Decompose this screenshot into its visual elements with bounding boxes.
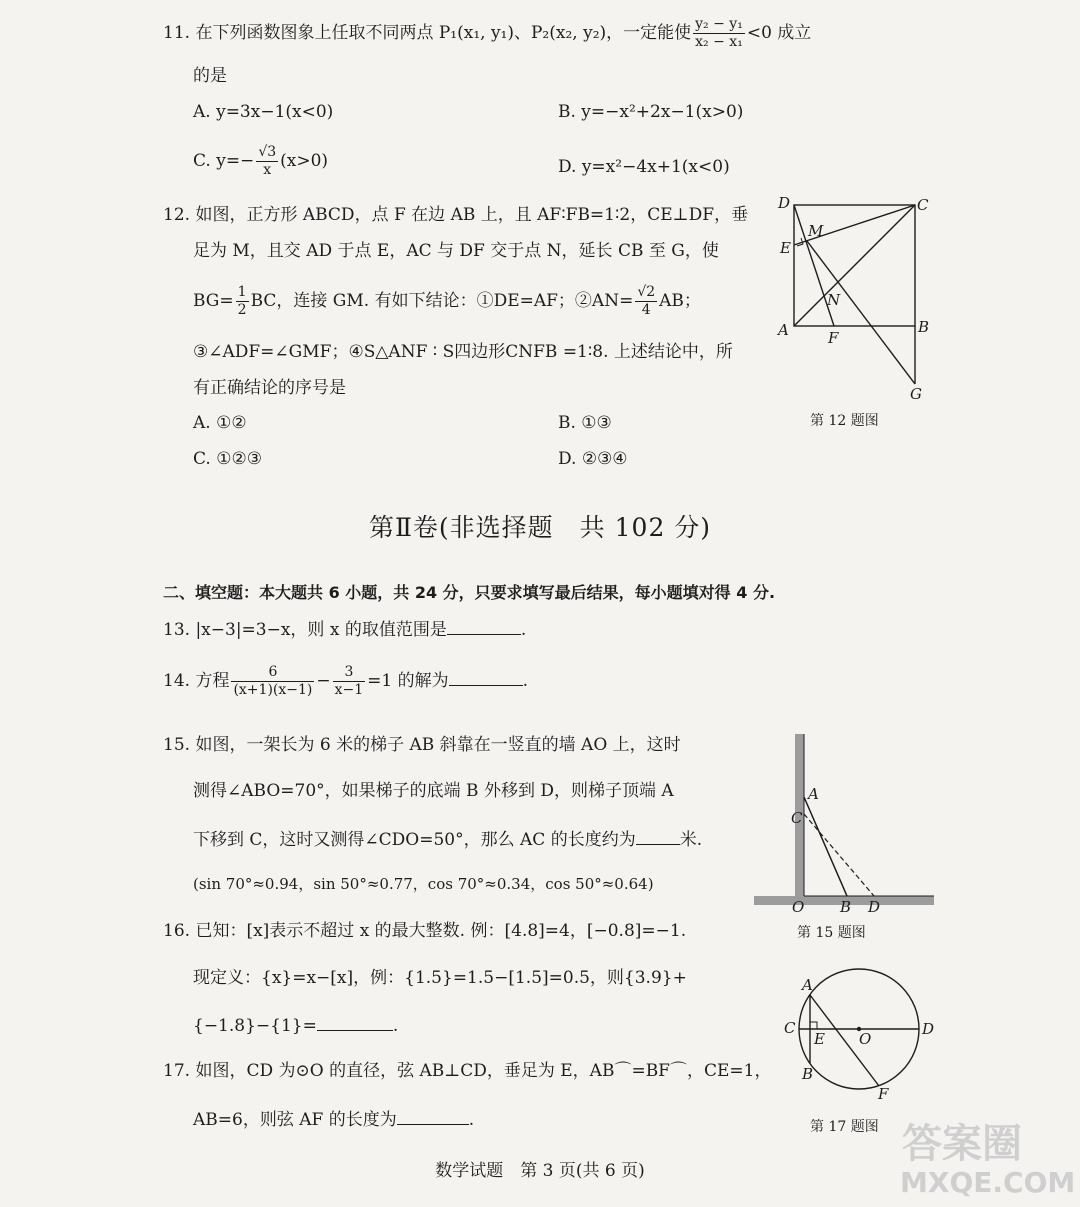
q14-pre: 14. 方程 <box>163 671 230 691</box>
q17-line2-text: AB=6，则弦 AF 的长度为 <box>193 1110 397 1130</box>
q16-line3 <box>193 1012 398 1038</box>
q11-option-b: B. y=−x²+2x−1(x>0) <box>558 102 744 122</box>
q11-stem-post: <0 成立 <box>746 23 812 43</box>
q16-answer-blank[interactable] <box>317 1012 393 1031</box>
q15-line3-end: 米. <box>679 830 703 850</box>
q12-option-d: D. ②③④ <box>558 449 628 469</box>
q14-minus: − <box>316 671 331 691</box>
q13-end: . <box>520 620 527 640</box>
q12-line2: 足为 M，且交 AD 于点 E，AC 与 DF 交于点 N，延长 CB 至 G，使 <box>193 241 719 261</box>
q11-option-d: D. y=x²−4x+1(x<0) <box>558 157 730 177</box>
segment-mg <box>807 241 915 384</box>
q12-figure <box>770 192 940 407</box>
q14-answer-blank[interactable] <box>449 667 523 686</box>
q12-line4: ③∠ADF=∠GMF；④S△ANF ∶ S四边形CNFB =1∶8. 上述结论中，所 <box>193 342 733 362</box>
q13-answer-blank[interactable] <box>447 616 521 635</box>
q17-line2 <box>193 1106 474 1132</box>
q12-line5: 有正确结论的序号是 <box>193 378 346 398</box>
q12-root2-num: √2 <box>637 284 656 300</box>
q12-line3 <box>193 284 701 319</box>
q17-line1: 17. 如图，CD 为⊙O 的直径，弦 AB⊥CD，垂足为 E，AB⌒=BF⌒，CE=1， <box>163 1061 772 1081</box>
q11-option-c-post: (x>0) <box>280 151 329 171</box>
q16-end: . <box>392 1016 399 1036</box>
watermark-logo: 答案圈 <box>902 1121 1022 1167</box>
q12-figure-caption: 第 12 题图 <box>810 413 879 429</box>
q14-fraction-2 <box>333 664 366 699</box>
label-o: O <box>792 898 805 914</box>
q12-option-a: A. ①② <box>193 413 247 433</box>
q15-figure-caption: 第 15 题图 <box>797 925 866 941</box>
q14-fraction-1 <box>231 664 314 699</box>
q14-frac2-num: 3 <box>333 664 366 682</box>
q12-half-num: 1 <box>237 284 247 300</box>
page-footer: 数学试题 第 3 页(共 6 页) <box>435 1161 645 1181</box>
q11-option-c-fraction <box>256 144 278 179</box>
label-f: F <box>828 329 839 347</box>
ladder-cd <box>804 814 874 896</box>
q12-line3-pre: BG= <box>193 291 234 311</box>
q12-fraction-half <box>236 284 249 319</box>
watermark-url: MXQE.COM <box>900 1166 1076 1199</box>
q11-frac-den: x₂ − x₁ <box>695 34 743 50</box>
q11-frac-num: y₂ − y₁ <box>695 16 743 32</box>
q15-line3-text: 下移到 C，这时又测得∠CDO=50°，那么 AC 的长度约为 <box>193 830 636 850</box>
q16-line1: 16. 已知：[x]表示不超过 x 的最大整数. 例：[4.8]=4，[−0.8]=−1. <box>163 921 687 941</box>
q12-line3-post: AB； <box>659 291 701 311</box>
q13 <box>163 616 526 642</box>
label-c: C <box>917 196 929 214</box>
q17-end: . <box>468 1110 475 1130</box>
right-angle-mark <box>810 1022 817 1029</box>
ladder-ab <box>804 797 847 896</box>
label-d: D <box>778 194 791 212</box>
q14-end: . <box>522 671 529 691</box>
q11-option-c <box>193 144 328 179</box>
q11-stem-line2: 的是 <box>193 66 227 86</box>
label-b: B <box>802 1065 814 1083</box>
q12-root2-den: 4 <box>641 302 651 318</box>
label-c: C <box>784 1019 796 1037</box>
q12-option-b: B. ①③ <box>558 413 612 433</box>
q11-option-c-pre: C. y=− <box>193 151 255 171</box>
label-a: A <box>778 321 789 339</box>
q13-text: 13. |x−3|=3−x，则 x 的取值范围是 <box>163 620 447 640</box>
q15-figure <box>752 732 937 914</box>
label-d: D <box>868 898 881 914</box>
section-title: 第Ⅱ卷(非选择题 共 102 分) <box>368 513 712 542</box>
q17-answer-blank[interactable] <box>397 1106 469 1125</box>
q14-post: =1 的解为 <box>367 671 449 691</box>
q15-line2: 测得∠ABO=70°，如果梯子的底端 B 外移到 D，则梯子顶端 A <box>193 781 674 801</box>
q11-fraction <box>693 16 745 51</box>
label-e: E <box>814 1030 825 1048</box>
q11-option-c-num: √3 <box>258 144 277 160</box>
right-angle-mark <box>797 238 803 246</box>
label-b: B <box>840 898 852 914</box>
q11-option-c-den: x <box>263 162 272 178</box>
q12-half-den: 2 <box>237 302 247 318</box>
q14 <box>163 664 528 699</box>
label-b: B <box>918 318 930 336</box>
label-o: O <box>859 1030 872 1048</box>
q17-figure-caption: 第 17 题图 <box>810 1119 879 1135</box>
label-n: N <box>827 291 841 309</box>
q15-line4: (sin 70°≈0.94，sin 50°≈0.77，cos 70°≈0.34，cos 50°≈0.64) <box>193 875 654 893</box>
q14-frac1-den: (x+1)(x−1) <box>233 682 313 698</box>
q15-line1: 15. 如图，一架长为 6 米的梯子 AB 斜靠在一竖直的墙 AO 上，这时 <box>163 735 681 755</box>
label-e: E <box>780 239 791 257</box>
label-g: G <box>910 385 922 403</box>
section2-header: 二、填空题：本大题共 6 小题，共 24 分，只要求填写最后结果，每小题填对得 4 分. <box>163 583 776 602</box>
q11-stem <box>163 16 811 51</box>
q16-line2: 现定义：{x}=x−[x]，例：{1.5}=1.5−[1.5]=0.5，则{3.9}+ <box>193 968 687 988</box>
q12-fraction-root2 <box>635 284 657 319</box>
label-f: F <box>878 1085 889 1103</box>
label-a: A <box>808 785 819 803</box>
q14-frac2-den: x−1 <box>334 682 364 698</box>
label-a: A <box>802 976 813 994</box>
label-d: D <box>922 1020 935 1038</box>
label-c: C <box>791 809 803 827</box>
q15-line3 <box>193 826 702 852</box>
q14-frac1-num: 6 <box>231 664 314 682</box>
q12-line3-mid: BC，连接 GM. 有如下结论：①DE=AF；②AN= <box>250 291 634 311</box>
label-m: M <box>808 222 824 240</box>
q17-figure <box>778 962 946 1110</box>
q16-line3-text: {−1.8}−{1}= <box>193 1016 317 1036</box>
q11-stem-pre: 11. 在下列函数图象上任取不同两点 P₁(x₁, y₁)、P₂(x₂, y₂)，一定能使 <box>163 23 692 43</box>
q11-option-a: A. y=3x−1(x<0) <box>193 102 334 122</box>
q12-line1: 12. 如图，正方形 ABCD，点 F 在边 AB 上，且 AF∶FB=1∶2，CE⊥DF，垂 <box>163 205 749 225</box>
q15-answer-blank[interactable] <box>636 826 680 845</box>
q12-option-c: C. ①②③ <box>193 449 262 469</box>
